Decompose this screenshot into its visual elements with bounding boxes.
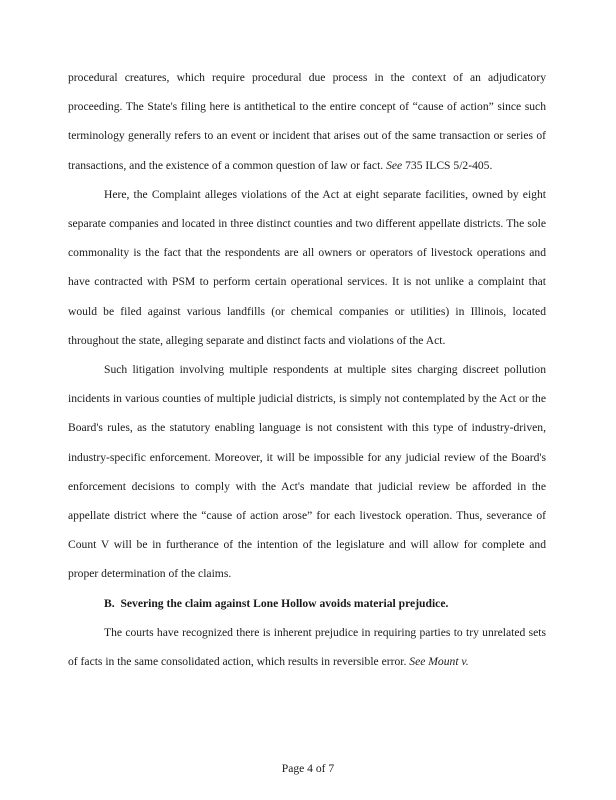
page-number-footer: Page 4 of 7 <box>281 762 335 775</box>
heading-label: B. <box>104 596 115 610</box>
paragraph-continuation <box>68 63 546 180</box>
case-citation: See Mount v. <box>409 655 469 669</box>
paragraph-prejudice <box>68 618 546 676</box>
paragraph-4-text: The courts have recognized there is inherent prejudice in requiring parties to try unrelated sets of facts in the same consolidated action, which results in reversible error. <box>68 625 546 669</box>
paragraph-litigation-scope: Such litigation involving multiple respondents at multiple sites charging discreet pollution incidents in various counties of multiple judicial districts, is simply not contemplated by the Act or the Board's rules, as the statutory enabling language is not consistent with this type of industry-driven, industry-specific enforcement. Moreover, it will be impossible for any judicial review of the Board's enforcement decisions to comply with the Act's mandate that judicial review be afforded in the appellate district where the “cause of action arose” for each livestock operation. Thus, severance of Count V will be in furtherance of the intention of the legislature and will allow for complete and proper determination of the claims. <box>68 363 546 581</box>
citation-signal: See <box>386 158 403 172</box>
paragraph-1-text: procedural creatures, which require procedural due process in the context of an adjudicatory proceeding. The State's filing here is antithetical to the entire concept of “cause of action” since such terminology generally refers to an event or incident that arises out of the same transaction or series of transactions, and the existence of a common question of law or fact. <box>68 71 546 172</box>
section-heading-b <box>68 589 546 618</box>
heading-text: Severing the claim against Lone Hollow avoids material prejudice. <box>120 596 449 610</box>
paragraph-complaint-allegations: Here, the Complaint alleges violations of the Act at eight separate facilities, owned by eight separate companies and located in three distinct counties and two different appellate districts. The sole commonality is the fact that the respondents are all owners or operators of livestock operations and have contracted with PSM to perform certain operational services. It is not unlike a complaint that would be filed against various landfills (or chemical companies or utilities) in Illinois, located throughout the state, alleging separate and distinct facts and violations of the Act. <box>68 187 546 347</box>
document-body <box>68 63 546 676</box>
statute-citation: 735 ILCS 5/2-405. <box>405 158 493 172</box>
